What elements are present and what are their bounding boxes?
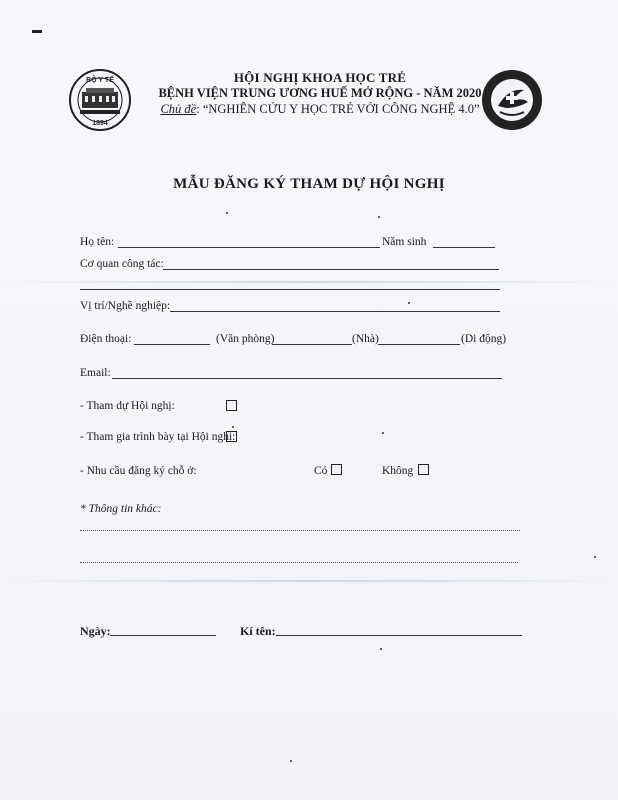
- form-title: MẪU ĐĂNG KÝ THAM DỰ HỘI NGHỊ: [173, 176, 445, 192]
- home-phone-field[interactable]: [272, 344, 352, 345]
- attend-checkbox[interactable]: [226, 400, 237, 411]
- home-label: (Nhà): [352, 333, 379, 345]
- sign-label: Kí tên:: [240, 624, 276, 638]
- speck: [408, 302, 410, 304]
- corner-mark: [32, 30, 42, 33]
- other-info-line-1[interactable]: [80, 530, 520, 531]
- logo-left-year: 1894: [92, 120, 108, 127]
- yes-label: Có: [314, 465, 328, 477]
- speck: [226, 212, 228, 214]
- fold-crease-2: [0, 580, 618, 582]
- name-label: Họ tên:: [80, 236, 115, 248]
- office-label: (Văn phòng): [216, 333, 275, 345]
- attend-label: - Tham dự Hội nghị:: [80, 400, 175, 412]
- signature-field[interactable]: [276, 635, 522, 636]
- workplace-label: Cơ quan công tác:: [80, 258, 164, 270]
- workplace-field[interactable]: [163, 269, 499, 270]
- conference-name: HỘI NGHỊ KHOA HỌC TRẺ: [233, 70, 407, 85]
- fold-crease-1: [0, 281, 618, 283]
- position-field[interactable]: [170, 311, 500, 312]
- speck: [380, 648, 382, 650]
- mobile-label: (Di động): [461, 333, 507, 345]
- speck: [382, 432, 384, 434]
- mobile-phone-field[interactable]: [378, 344, 460, 345]
- speck: [290, 760, 292, 762]
- topic-label: Chủ đề: [160, 102, 197, 116]
- lodging-no-checkbox[interactable]: [418, 464, 429, 475]
- present-label: - Tham gia trình bày tại Hội nghị:: [80, 431, 236, 443]
- email-field[interactable]: [112, 378, 502, 379]
- other-info-label: * Thông tin khác:: [80, 503, 162, 515]
- topic-text: : “NGHIÊN CỨU Y HỌC TRẺ VỚI CÔNG NGHỆ 4.0”: [196, 102, 480, 116]
- speck: [594, 556, 596, 558]
- birth-year-label: Năm sinh: [382, 236, 427, 248]
- conference-topic: [120, 102, 520, 117]
- lodging-yes-checkbox[interactable]: [331, 464, 342, 475]
- phone-label: Điện thoại:: [80, 333, 132, 345]
- office-phone-field[interactable]: [134, 344, 210, 345]
- date-label: Ngày:: [80, 624, 111, 638]
- date-field[interactable]: [110, 635, 216, 636]
- logo-left-top-text: BỘ Y TẾ: [86, 77, 114, 84]
- email-label: Email:: [80, 367, 111, 379]
- birth-year-field[interactable]: [433, 247, 495, 248]
- other-info-line-2[interactable]: [80, 562, 518, 563]
- position-label: Vị trí/Nghề nghiệp:: [80, 300, 171, 312]
- hospital-name: BỆNH VIỆN TRUNG ƯƠNG HUẾ MỞ RỘNG - NĂM 2020: [158, 86, 482, 100]
- present-checkbox[interactable]: [226, 431, 237, 442]
- lodging-label: - Nhu cầu đăng ký chỗ ở:: [80, 465, 197, 477]
- no-label: Không: [382, 465, 414, 477]
- speck: [378, 216, 380, 218]
- workplace-field-line2[interactable]: [80, 289, 500, 290]
- speck: [232, 426, 234, 428]
- name-field[interactable]: [118, 247, 380, 248]
